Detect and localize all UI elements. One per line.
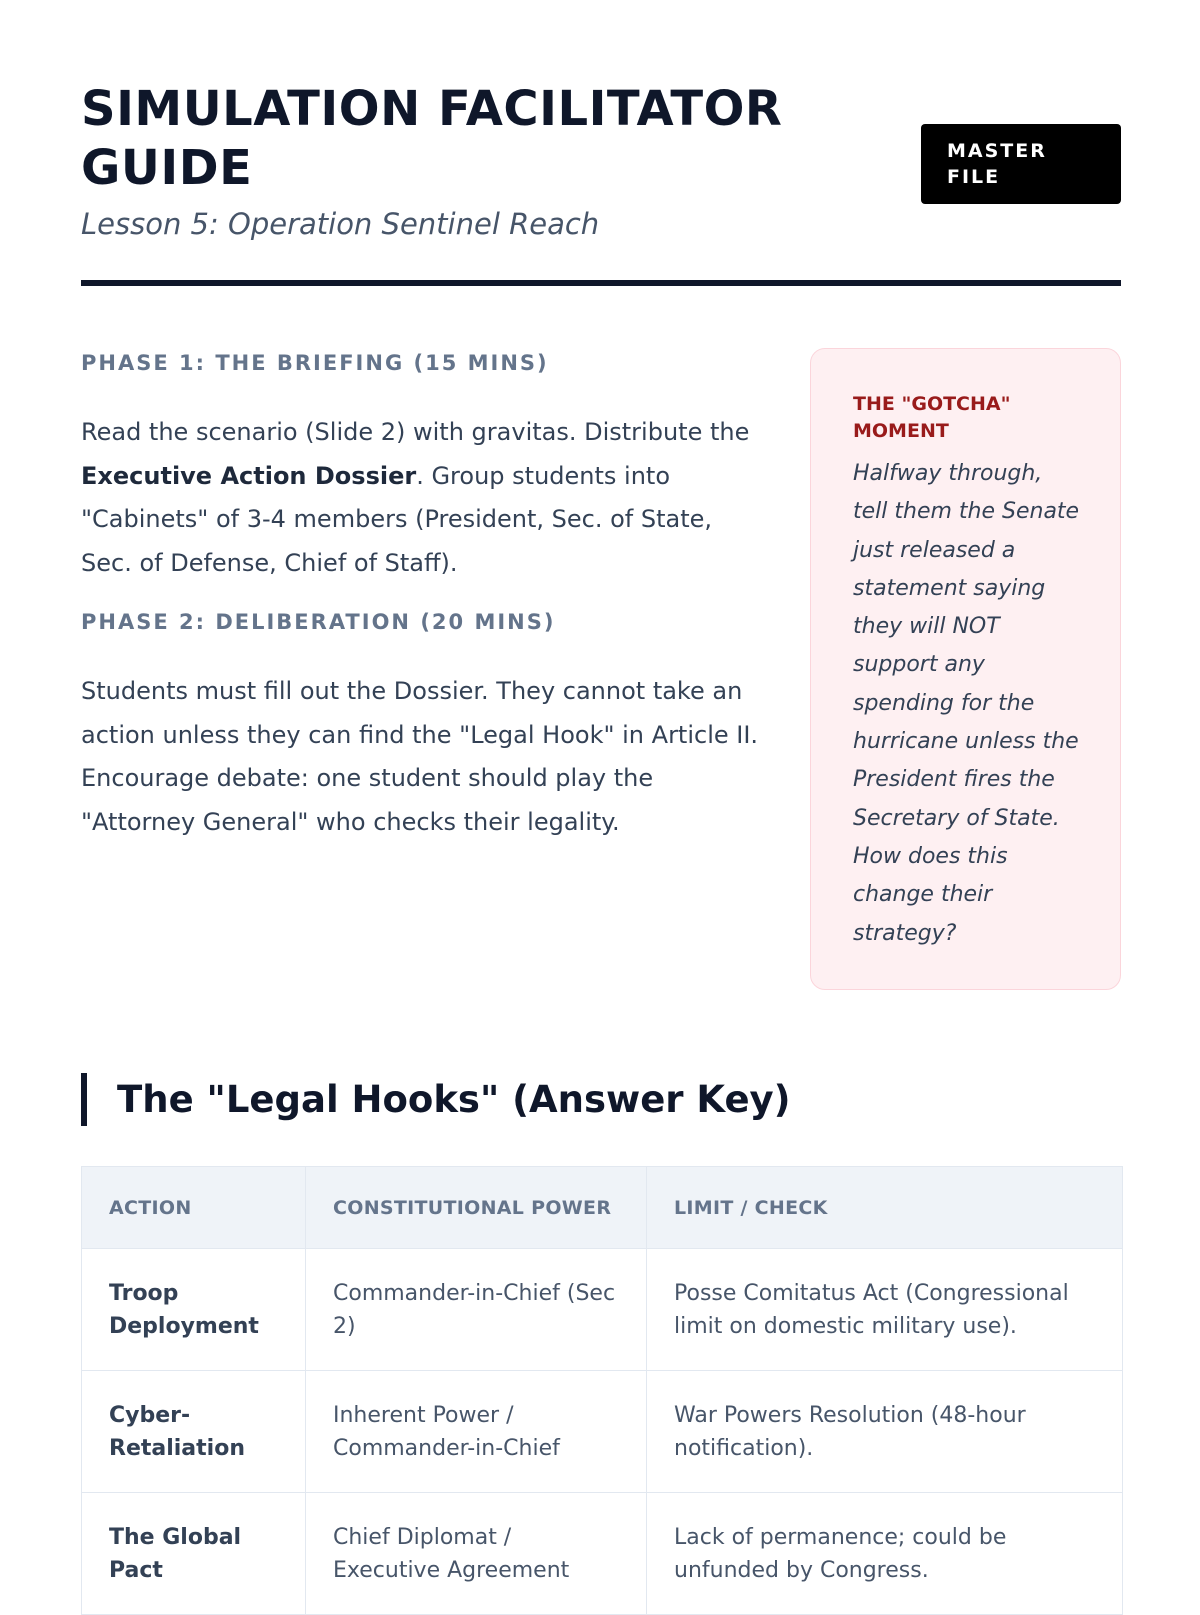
- row-limit: Lack of permanence; could be unfunded by Congress.: [647, 1493, 1123, 1615]
- phase-2-text: Students must fill out the Dossier. They cannot take an action unless they can find the "Legal Hook" in Article II. Encourage debate: one student should play the "Attorney General" who checks their legality.: [81, 677, 759, 836]
- row-power: Commander-in-Chief (Sec 2): [306, 1249, 647, 1371]
- lesson-subtitle: Lesson 5: Operation Sentinel Reach: [81, 207, 600, 241]
- row-action: Cyber-Retaliation: [82, 1371, 306, 1493]
- legal-hooks-table: [81, 1166, 1123, 1615]
- phase-1-heading: PHASE 1: THE BRIEFING (15 MINS): [81, 351, 549, 375]
- table-row: [82, 1249, 1123, 1371]
- row-power: Chief Diplomat / Executive Agreement: [306, 1493, 647, 1615]
- column-header-limit: LIMIT / CHECK: [647, 1167, 1123, 1249]
- row-action: Troop Deployment: [82, 1249, 306, 1371]
- table-header-row: [82, 1167, 1123, 1249]
- dossier-emphasis: Executive Action Dossier: [81, 461, 417, 490]
- phase-2-heading: PHASE 2: DELIBERATION (20 MINS): [81, 610, 556, 634]
- page-title: SIMULATION FACILITATOR GUIDE: [81, 81, 783, 196]
- column-header-power: CONSTITUTIONAL POWER: [306, 1167, 647, 1249]
- row-limit: War Powers Resolution (48-hour notification).: [647, 1371, 1123, 1493]
- table-row: [82, 1371, 1123, 1493]
- phase-instructions: [81, 348, 761, 844]
- phase-1-text-before: Read the scenario (Slide 2) with gravitas. Distribute the: [81, 418, 750, 446]
- callout-title: THE "GOTCHA" MOMENT: [853, 393, 1011, 442]
- column-header-action: ACTION: [82, 1167, 306, 1249]
- row-power: Inherent Power / Commander-in-Chief: [306, 1371, 647, 1493]
- phase-1-text: [81, 411, 761, 585]
- row-limit: Posse Comitatus Act (Congressional limit on domestic military use).: [647, 1249, 1123, 1371]
- table-row: [82, 1493, 1123, 1615]
- guide-header: [81, 80, 1121, 286]
- answer-key-heading: The "Legal Hooks" (Answer Key): [81, 1073, 791, 1126]
- row-action: The Global Pact: [82, 1493, 306, 1615]
- gotcha-callout: [810, 348, 1121, 990]
- master-file-badge: MASTER FILE: [921, 124, 1121, 204]
- callout-text: Halfway through, tell them the Senate just released a statement saying they will NOT support any spending for the hurricane unless the President fires the Secretary of State. How does this change their strategy?: [853, 461, 1080, 946]
- phase-1-text-after: . Group students into "Cabinets" of 3-4 members (President, Sec. of State, Sec. of Defense, Chief of Staff).: [81, 461, 713, 577]
